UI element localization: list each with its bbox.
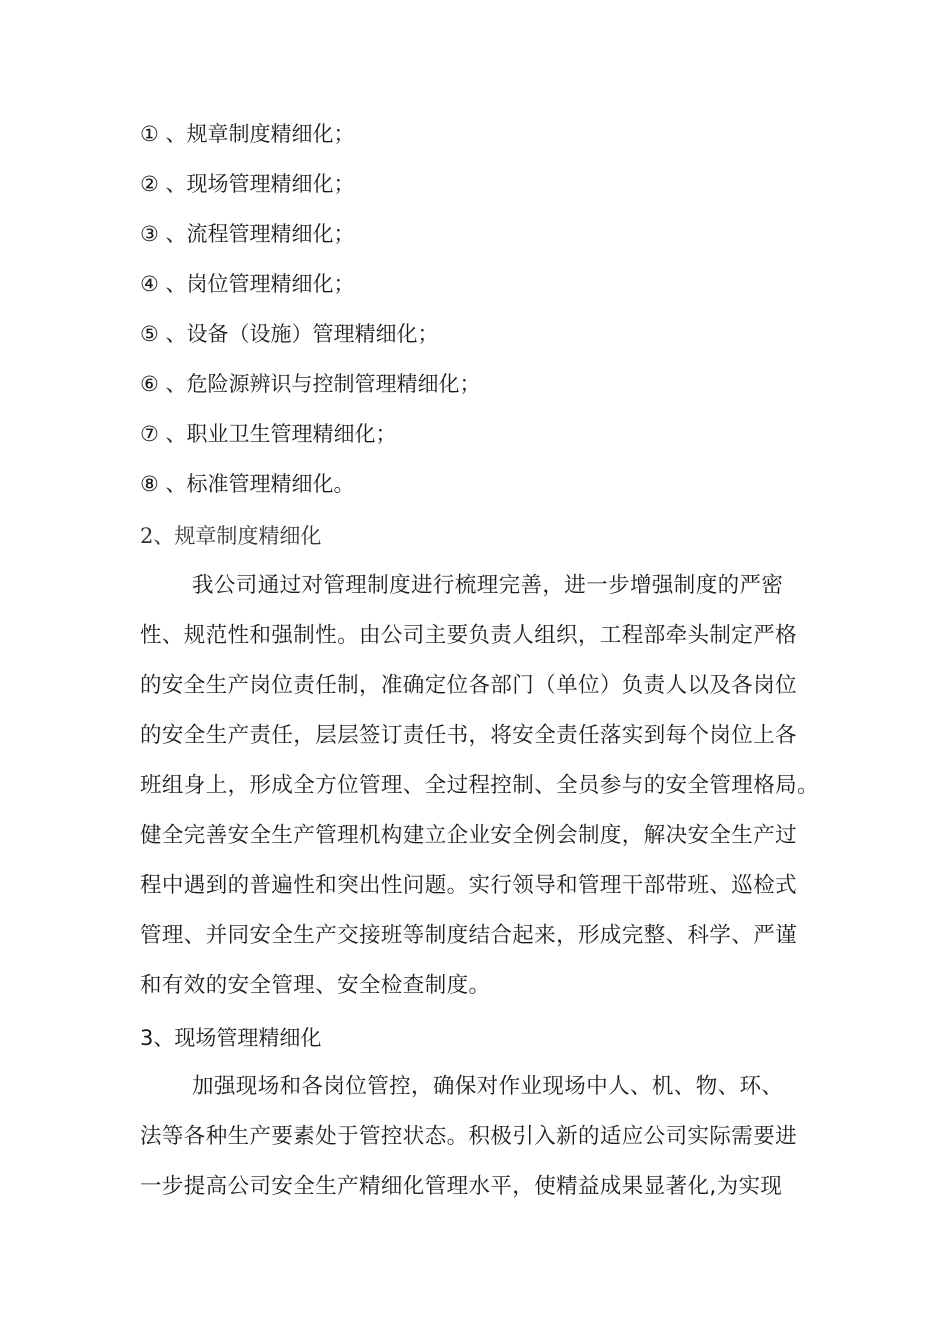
section-3-heading: 3、现场管理精细化 [140, 1026, 322, 1050]
paragraph-line: 程中遇到的普遍性和突出性问题。实行领导和管理干部带班、巡检式 [140, 873, 798, 898]
list-item: ⑦ 、职业卫生管理精细化； [140, 422, 397, 446]
list-item: ⑥ 、危险源辨识与控制管理精细化； [140, 372, 481, 396]
paragraph-line: 加强现场和各岗位管控，确保对作业现场中人、机、物、环、 [192, 1074, 784, 1099]
section-2-heading: 2、规章制度精细化 [140, 524, 322, 548]
paragraph-line: 班组身上，形成全方位管理、全过程控制、全员参与的安全管理格局。 [140, 773, 819, 798]
section-2-paragraph [140, 566, 819, 1016]
paragraph-line: 管理、并同安全生产交接班等制度结合起来，形成完整、科学、严谨 [140, 923, 798, 948]
list-item: ② 、现场管理精细化； [140, 172, 355, 196]
paragraph-line: 的安全生产岗位责任制，准确定位各部门（单位）负责人以及各岗位 [140, 673, 798, 698]
paragraph-line: 我公司通过对管理制度进行梳理完善，进一步增强制度的严密 [192, 573, 784, 598]
paragraph-line: 法等各种生产要素处于管控状态。积极引入新的适应公司实际需要进 [140, 1124, 798, 1149]
list-item: ① 、规章制度精细化； [140, 122, 355, 146]
list-item: ④ 、岗位管理精细化； [140, 272, 355, 296]
list-item: ⑧ 、标准管理精细化。 [140, 472, 355, 496]
paragraph-line: 一步提高公司安全生产精细化管理水平，使精益成果显著化,为实现 [140, 1174, 783, 1199]
paragraph-line: 健全完善安全生产管理机构建立企业安全例会制度，解决安全生产过 [140, 823, 798, 848]
list-item: ③ 、流程管理精细化； [140, 222, 355, 246]
paragraph-line: 的安全生产责任，层层签订责任书，将安全责任落实到每个岗位上各 [140, 723, 798, 748]
paragraph-line: 和有效的安全管理、安全检查制度。 [140, 973, 491, 998]
list-item: ⑤ 、设备（设施）管理精细化； [140, 322, 439, 346]
refinement-list [140, 114, 481, 514]
paragraph-line: 性、规范性和强制性。由公司主要负责人组织，工程部牵头制定严格 [140, 623, 798, 648]
section-3-paragraph [140, 1067, 797, 1217]
